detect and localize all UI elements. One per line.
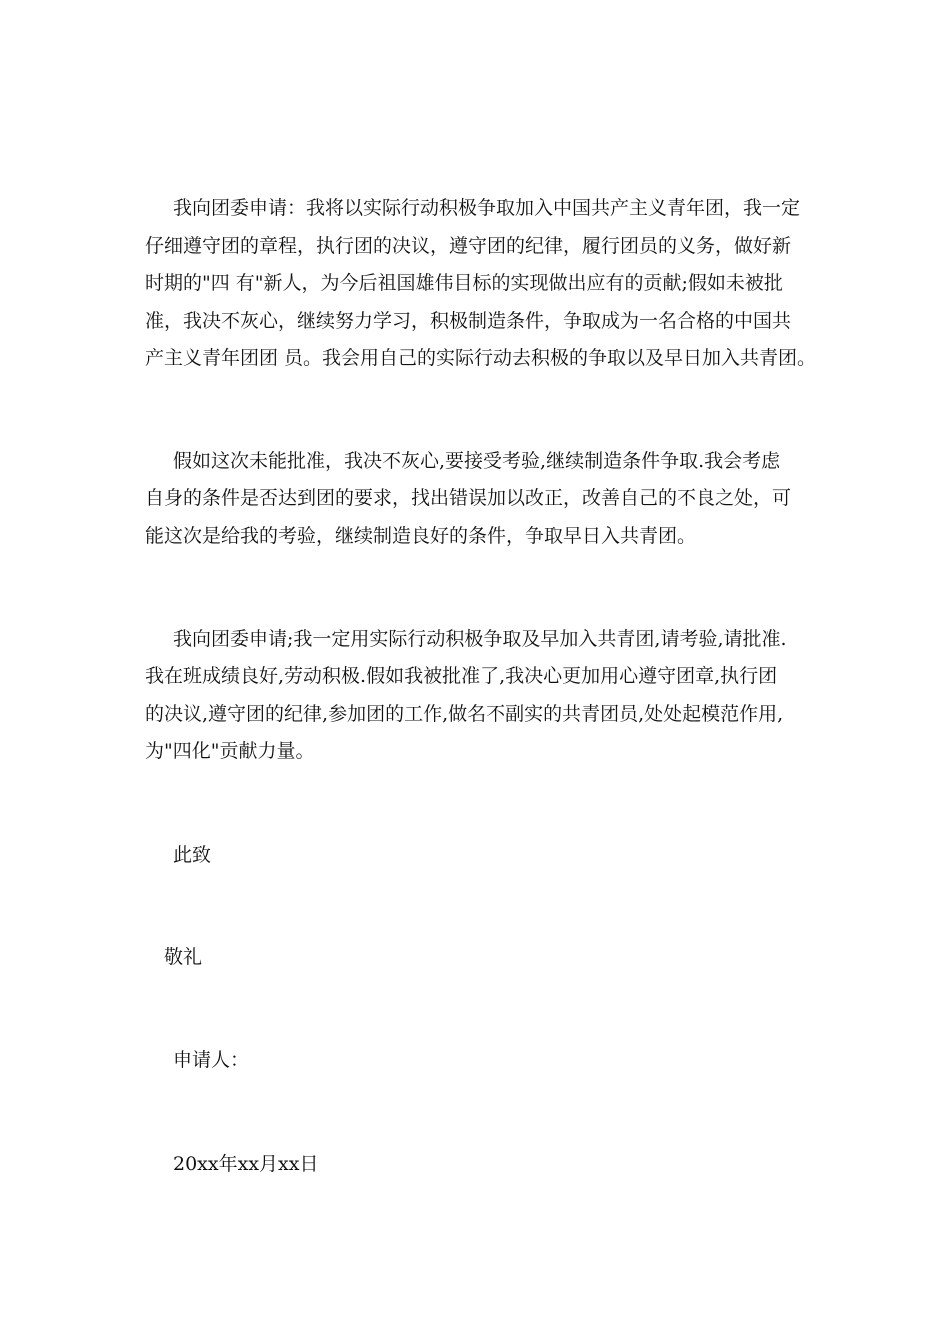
paragraph-line: 准，我决不灰心，继续努力学习，积极制造条件，争取成为一名合格的中国共	[145, 310, 792, 332]
paragraph-line: 仔细遵守团的章程，执行团的决议，遵守团的纪律，履行团员的义务，做好新	[145, 235, 792, 257]
paragraph-line: 为"四化"贡献力量。	[145, 740, 315, 762]
paragraph-line: 假如这次未能批准，我决不灰心,要接受考验,继续制造条件争取.我会考虑	[173, 450, 781, 472]
salutation: 此致	[173, 844, 212, 866]
paragraph-line: 产主义青年团团 员。我会用自己的实际行动去积极的争取以及早日加入共青团。	[145, 347, 817, 369]
applicant-label: 申请人：	[173, 1049, 250, 1071]
paragraph-line: 我在班成绩良好,劳动积极.假如我被批准了,我决心更加用心遵守团章,执行团	[145, 665, 778, 687]
date-line: 20xx年xx月xx日	[173, 1153, 319, 1175]
paragraph-line: 我向团委申请;我一定用实际行动积极争取及早加入共青团,请考验,请批准.	[173, 628, 787, 650]
paragraph-line: 能这次是给我的考验，继续制造良好的条件，争取早日入共青团。	[145, 525, 697, 547]
paragraph-line: 自身的条件是否达到团的要求，找出错误加以改正，改善自己的不良之处，可	[145, 487, 792, 509]
regards: 敬礼	[164, 946, 203, 968]
paragraph-line: 的决议,遵守团的纪律,参加团的工作,做名不副实的共青团员,处处起模范作用,	[145, 703, 784, 725]
paragraph-line: 我向团委申请：我将以实际行动积极争取加入中国共产主义青年团，我一定	[173, 197, 801, 219]
paragraph-line: 时期的"四 有"新人，为今后祖国雄伟目标的实现做出应有的贡献;假如未被批	[145, 272, 783, 294]
